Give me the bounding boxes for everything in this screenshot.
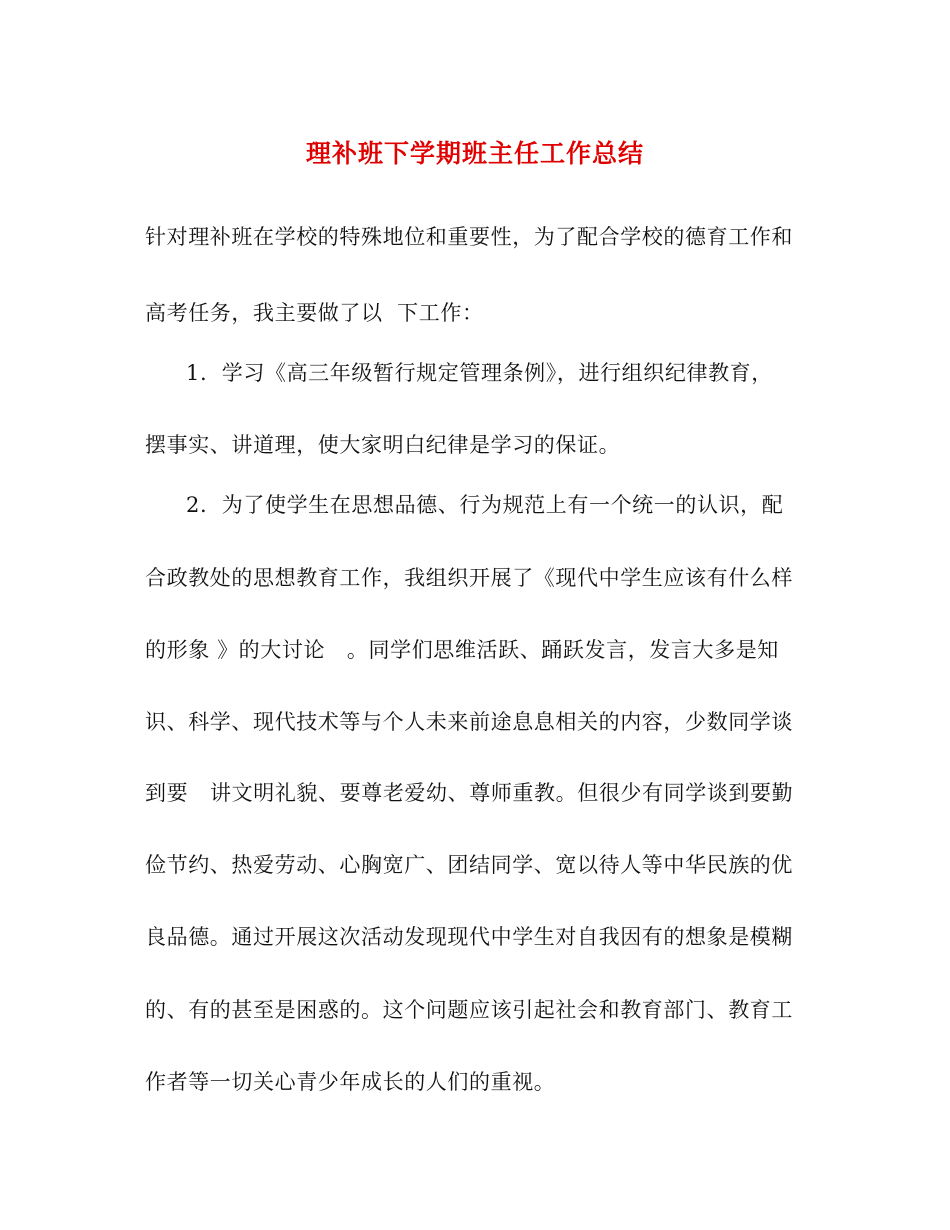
item-2-line-6: 俭节约、热爱劳动、心胸宽广、团结同学、宽以待人等中华民族的优	[145, 853, 793, 877]
item-2-line-2: 合政教处的思想教育工作，我组织开展了《现代中学生应该有什么样	[145, 566, 793, 590]
item-2-line-8: 的、有的甚至是困惑的。这个问题应该引起社会和教育部门、教育工	[145, 998, 793, 1022]
item-1-line-2: 摆事实、讲道理，使大家明白纪律是学习的保证。	[145, 433, 621, 457]
paragraph-intro-line-1: 针对理补班在学校的特殊地位和重要性，为了配合学校的德育工作和	[145, 225, 793, 249]
document-title: 理补班下学期班主任工作总结	[305, 139, 644, 168]
item-2-line-3: 的形象 》的大讨论 。同学们思维活跃、踊跃发言，发言大多是知	[145, 638, 779, 662]
item-2-line-5: 到要 讲文明礼貌、要尊老爱幼、尊师重教。但很少有同学谈到要勤	[145, 781, 794, 805]
item-2-line-1: 2. 为了使学生在思想品德、行为规范上有一个统一的认识，配	[186, 493, 784, 517]
item-1-line-1: 1. 学习《高三年级暂行规定管理条例》，进行组织纪律教育，	[186, 361, 773, 385]
item-2-line-9: 作者等一切关心青少年成长的人们的重视。	[145, 1070, 556, 1094]
item-2-line-4: 识、科学、现代技术等与个人未来前途息息相关的内容，少数同学谈	[145, 710, 793, 734]
paragraph-intro-line-2: 高考任务，我主要做了以 下工作：	[145, 301, 484, 325]
item-2-line-7: 良品德。通过开展这次活动发现现代中学生对自我因有的想象是模糊	[145, 925, 793, 949]
